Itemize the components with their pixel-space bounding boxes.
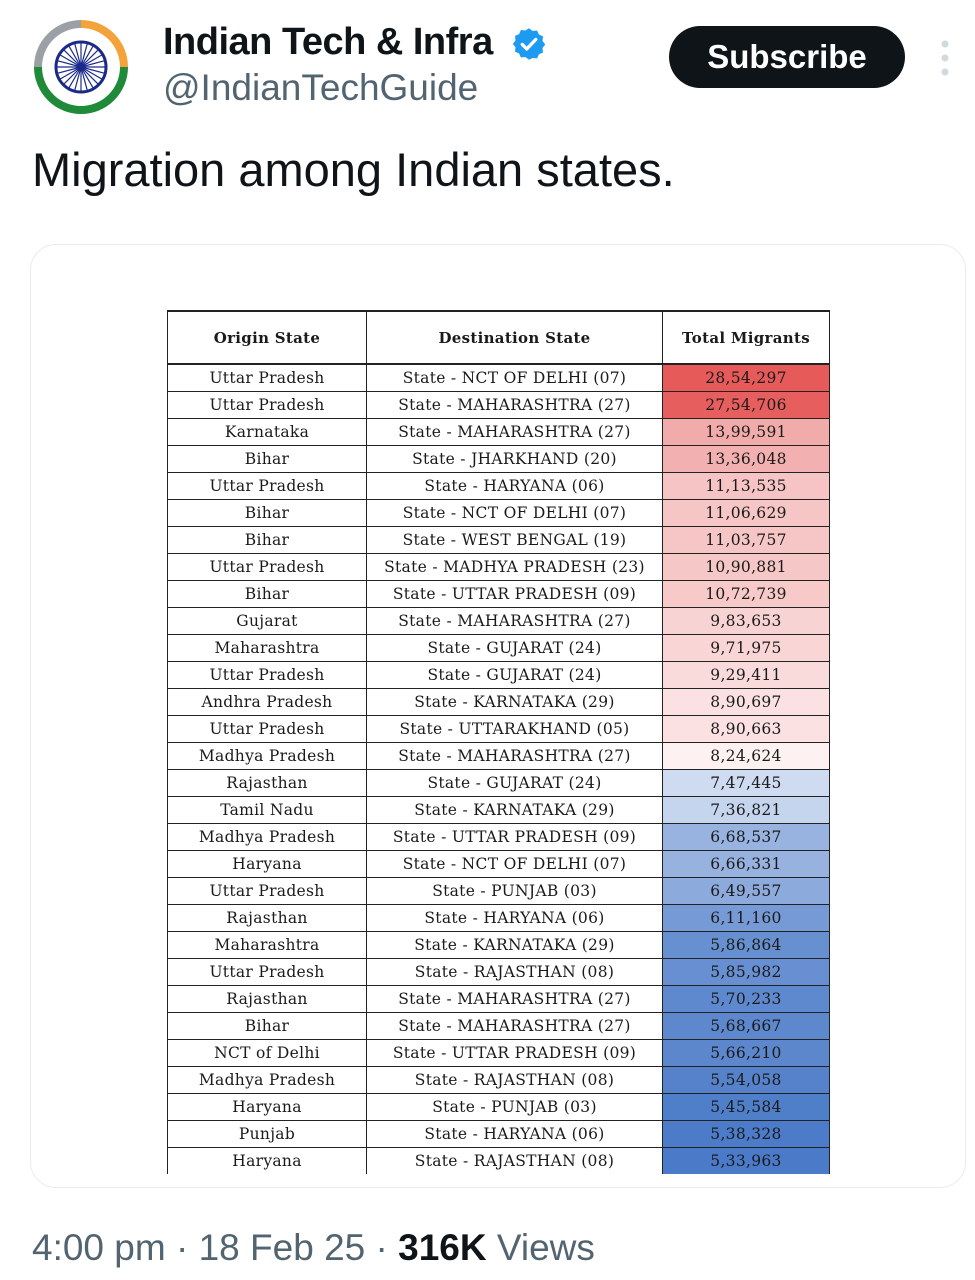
total-migrants-cell: 13,36,048 [663,445,830,472]
destination-state-cell: State - KARNATAKA (29) [367,688,663,715]
total-migrants-cell: 7,36,821 [663,796,830,823]
origin-state-cell: Bihar [168,445,367,472]
table-row [168,931,830,958]
destination-state-cell: State - MAHARASHTRA (27) [367,391,663,418]
total-migrants-cell: 7,47,445 [663,769,830,796]
table-row [168,1120,830,1147]
table-row [168,850,830,877]
total-migrants-cell: 5,85,982 [663,958,830,985]
origin-state-cell: Karnataka [168,418,367,445]
destination-state-cell: State - NCT OF DELHI (07) [367,499,663,526]
destination-state-cell: State - UTTAR PRADESH (09) [367,580,663,607]
origin-state-cell: Rajasthan [168,904,367,931]
header-destination-state: Destination State [367,311,663,364]
destination-state-cell: State - UTTARAKHAND (05) [367,715,663,742]
destination-state-cell: State - MAHARASHTRA (27) [367,1012,663,1039]
tweet-date[interactable]: 18 Feb 25 [198,1227,366,1268]
table-header-row [168,311,830,364]
table-row [168,1012,830,1039]
tweet-meta: 4:00 pm · 18 Feb 25 · 316K Views [32,1227,595,1268]
total-migrants-cell: 8,24,624 [663,742,830,769]
table-row [168,1093,830,1120]
table-row [168,904,830,931]
destination-state-cell: State - HARYANA (06) [367,1120,663,1147]
migration-table [167,310,830,1174]
origin-state-cell: Uttar Pradesh [168,715,367,742]
author-handle[interactable]: @IndianTechGuide [163,67,479,108]
total-migrants-cell: 5,66,210 [663,1039,830,1066]
total-migrants-cell: 10,90,881 [663,553,830,580]
subscribe-button[interactable]: Subscribe [669,26,905,88]
origin-state-cell: Madhya Pradesh [168,823,367,850]
table-row [168,364,830,391]
destination-state-cell: State - GUJARAT (24) [367,769,663,796]
table-row [168,742,830,769]
origin-state-cell: Rajasthan [168,769,367,796]
table-row [168,958,830,985]
views-label: Views [486,1227,595,1268]
header-origin-state: Origin State [168,311,367,364]
total-migrants-cell: 5,68,667 [663,1012,830,1039]
destination-state-cell: State - NCT OF DELHI (07) [367,850,663,877]
origin-state-cell: Punjab [168,1120,367,1147]
total-migrants-cell: 5,33,963 [663,1147,830,1174]
destination-state-cell: State - KARNATAKA (29) [367,796,663,823]
total-migrants-cell: 6,11,160 [663,904,830,931]
destination-state-cell: State - WEST BENGAL (19) [367,526,663,553]
total-migrants-cell: 6,49,557 [663,877,830,904]
table-row [168,1039,830,1066]
table-row [168,661,830,688]
origin-state-cell: Andhra Pradesh [168,688,367,715]
origin-state-cell: Bihar [168,526,367,553]
destination-state-cell: State - NCT OF DELHI (07) [367,364,663,391]
total-migrants-cell: 9,83,653 [663,607,830,634]
total-migrants-cell: 13,99,591 [663,418,830,445]
destination-state-cell: State - MAHARASHTRA (27) [367,985,663,1012]
destination-state-cell: State - RAJASTHAN (08) [367,1147,663,1174]
table-row [168,688,830,715]
destination-state-cell: State - MAHARASHTRA (27) [367,742,663,769]
total-migrants-cell: 5,86,864 [663,931,830,958]
destination-state-cell: State - MADHYA PRADESH (23) [367,553,663,580]
table-row [168,877,830,904]
tweet-text: Migration among Indian states. [32,143,675,196]
more-options-icon[interactable] [938,38,952,78]
destination-state-cell: State - RAJASTHAN (08) [367,958,663,985]
total-migrants-cell: 8,90,663 [663,715,830,742]
author-name[interactable]: Indian Tech & Infra [163,21,493,63]
table-row [168,418,830,445]
total-migrants-cell: 9,71,975 [663,634,830,661]
total-migrants-cell: 8,90,697 [663,688,830,715]
table-row [168,823,830,850]
destination-state-cell: State - RAJASTHAN (08) [367,1066,663,1093]
total-migrants-cell: 5,70,233 [663,985,830,1012]
total-migrants-cell: 11,03,757 [663,526,830,553]
origin-state-cell: Uttar Pradesh [168,661,367,688]
table-row [168,472,830,499]
origin-state-cell: Uttar Pradesh [168,958,367,985]
destination-state-cell: State - PUNJAB (03) [367,1093,663,1120]
origin-state-cell: Uttar Pradesh [168,391,367,418]
table-row [168,526,830,553]
total-migrants-cell: 11,06,629 [663,499,830,526]
destination-state-cell: State - PUNJAB (03) [367,877,663,904]
origin-state-cell: Maharashtra [168,931,367,958]
table-row [168,445,830,472]
table-row [168,580,830,607]
origin-state-cell: Haryana [168,850,367,877]
table-row [168,715,830,742]
verified-badge-icon [511,26,547,62]
origin-state-cell: Uttar Pradesh [168,472,367,499]
origin-state-cell: Rajasthan [168,985,367,1012]
origin-state-cell: Uttar Pradesh [168,364,367,391]
table-row [168,769,830,796]
total-migrants-cell: 6,68,537 [663,823,830,850]
destination-state-cell: State - UTTAR PRADESH (09) [367,823,663,850]
table-row [168,1066,830,1093]
destination-state-cell: State - KARNATAKA (29) [367,931,663,958]
table-row [168,553,830,580]
origin-state-cell: Bihar [168,1012,367,1039]
header-total-migrants: Total Migrants [663,311,830,364]
total-migrants-cell: 5,45,584 [663,1093,830,1120]
total-migrants-cell: 5,38,328 [663,1120,830,1147]
origin-state-cell: Maharashtra [168,634,367,661]
ashoka-chakra-icon [30,16,132,118]
origin-state-cell: Uttar Pradesh [168,877,367,904]
total-migrants-cell: 27,54,706 [663,391,830,418]
destination-state-cell: State - UTTAR PRADESH (09) [367,1039,663,1066]
table-row [168,607,830,634]
total-migrants-cell: 28,54,297 [663,364,830,391]
origin-state-cell: NCT of Delhi [168,1039,367,1066]
destination-state-cell: State - GUJARAT (24) [367,634,663,661]
total-migrants-cell: 5,54,058 [663,1066,830,1093]
table-row [168,985,830,1012]
origin-state-cell: Haryana [168,1093,367,1120]
table-row [168,634,830,661]
origin-state-cell: Gujarat [168,607,367,634]
table-row [168,796,830,823]
origin-state-cell: Madhya Pradesh [168,1066,367,1093]
origin-state-cell: Haryana [168,1147,367,1174]
destination-state-cell: State - HARYANA (06) [367,472,663,499]
origin-state-cell: Bihar [168,580,367,607]
total-migrants-cell: 11,13,535 [663,472,830,499]
origin-state-cell: Uttar Pradesh [168,553,367,580]
avatar[interactable] [30,16,132,118]
origin-state-cell: Bihar [168,499,367,526]
total-migrants-cell: 10,72,739 [663,580,830,607]
table-row [168,391,830,418]
destination-state-cell: State - MAHARASHTRA (27) [367,607,663,634]
destination-state-cell: State - HARYANA (06) [367,904,663,931]
origin-state-cell: Tamil Nadu [168,796,367,823]
origin-state-cell: Madhya Pradesh [168,742,367,769]
table-row [168,499,830,526]
table-row [168,1147,830,1174]
views-count: 316K [398,1227,487,1268]
destination-state-cell: State - GUJARAT (24) [367,661,663,688]
total-migrants-cell: 9,29,411 [663,661,830,688]
destination-state-cell: State - MAHARASHTRA (27) [367,418,663,445]
total-migrants-cell: 6,66,331 [663,850,830,877]
destination-state-cell: State - JHARKHAND (20) [367,445,663,472]
tweet-time[interactable]: 4:00 pm [32,1227,166,1268]
